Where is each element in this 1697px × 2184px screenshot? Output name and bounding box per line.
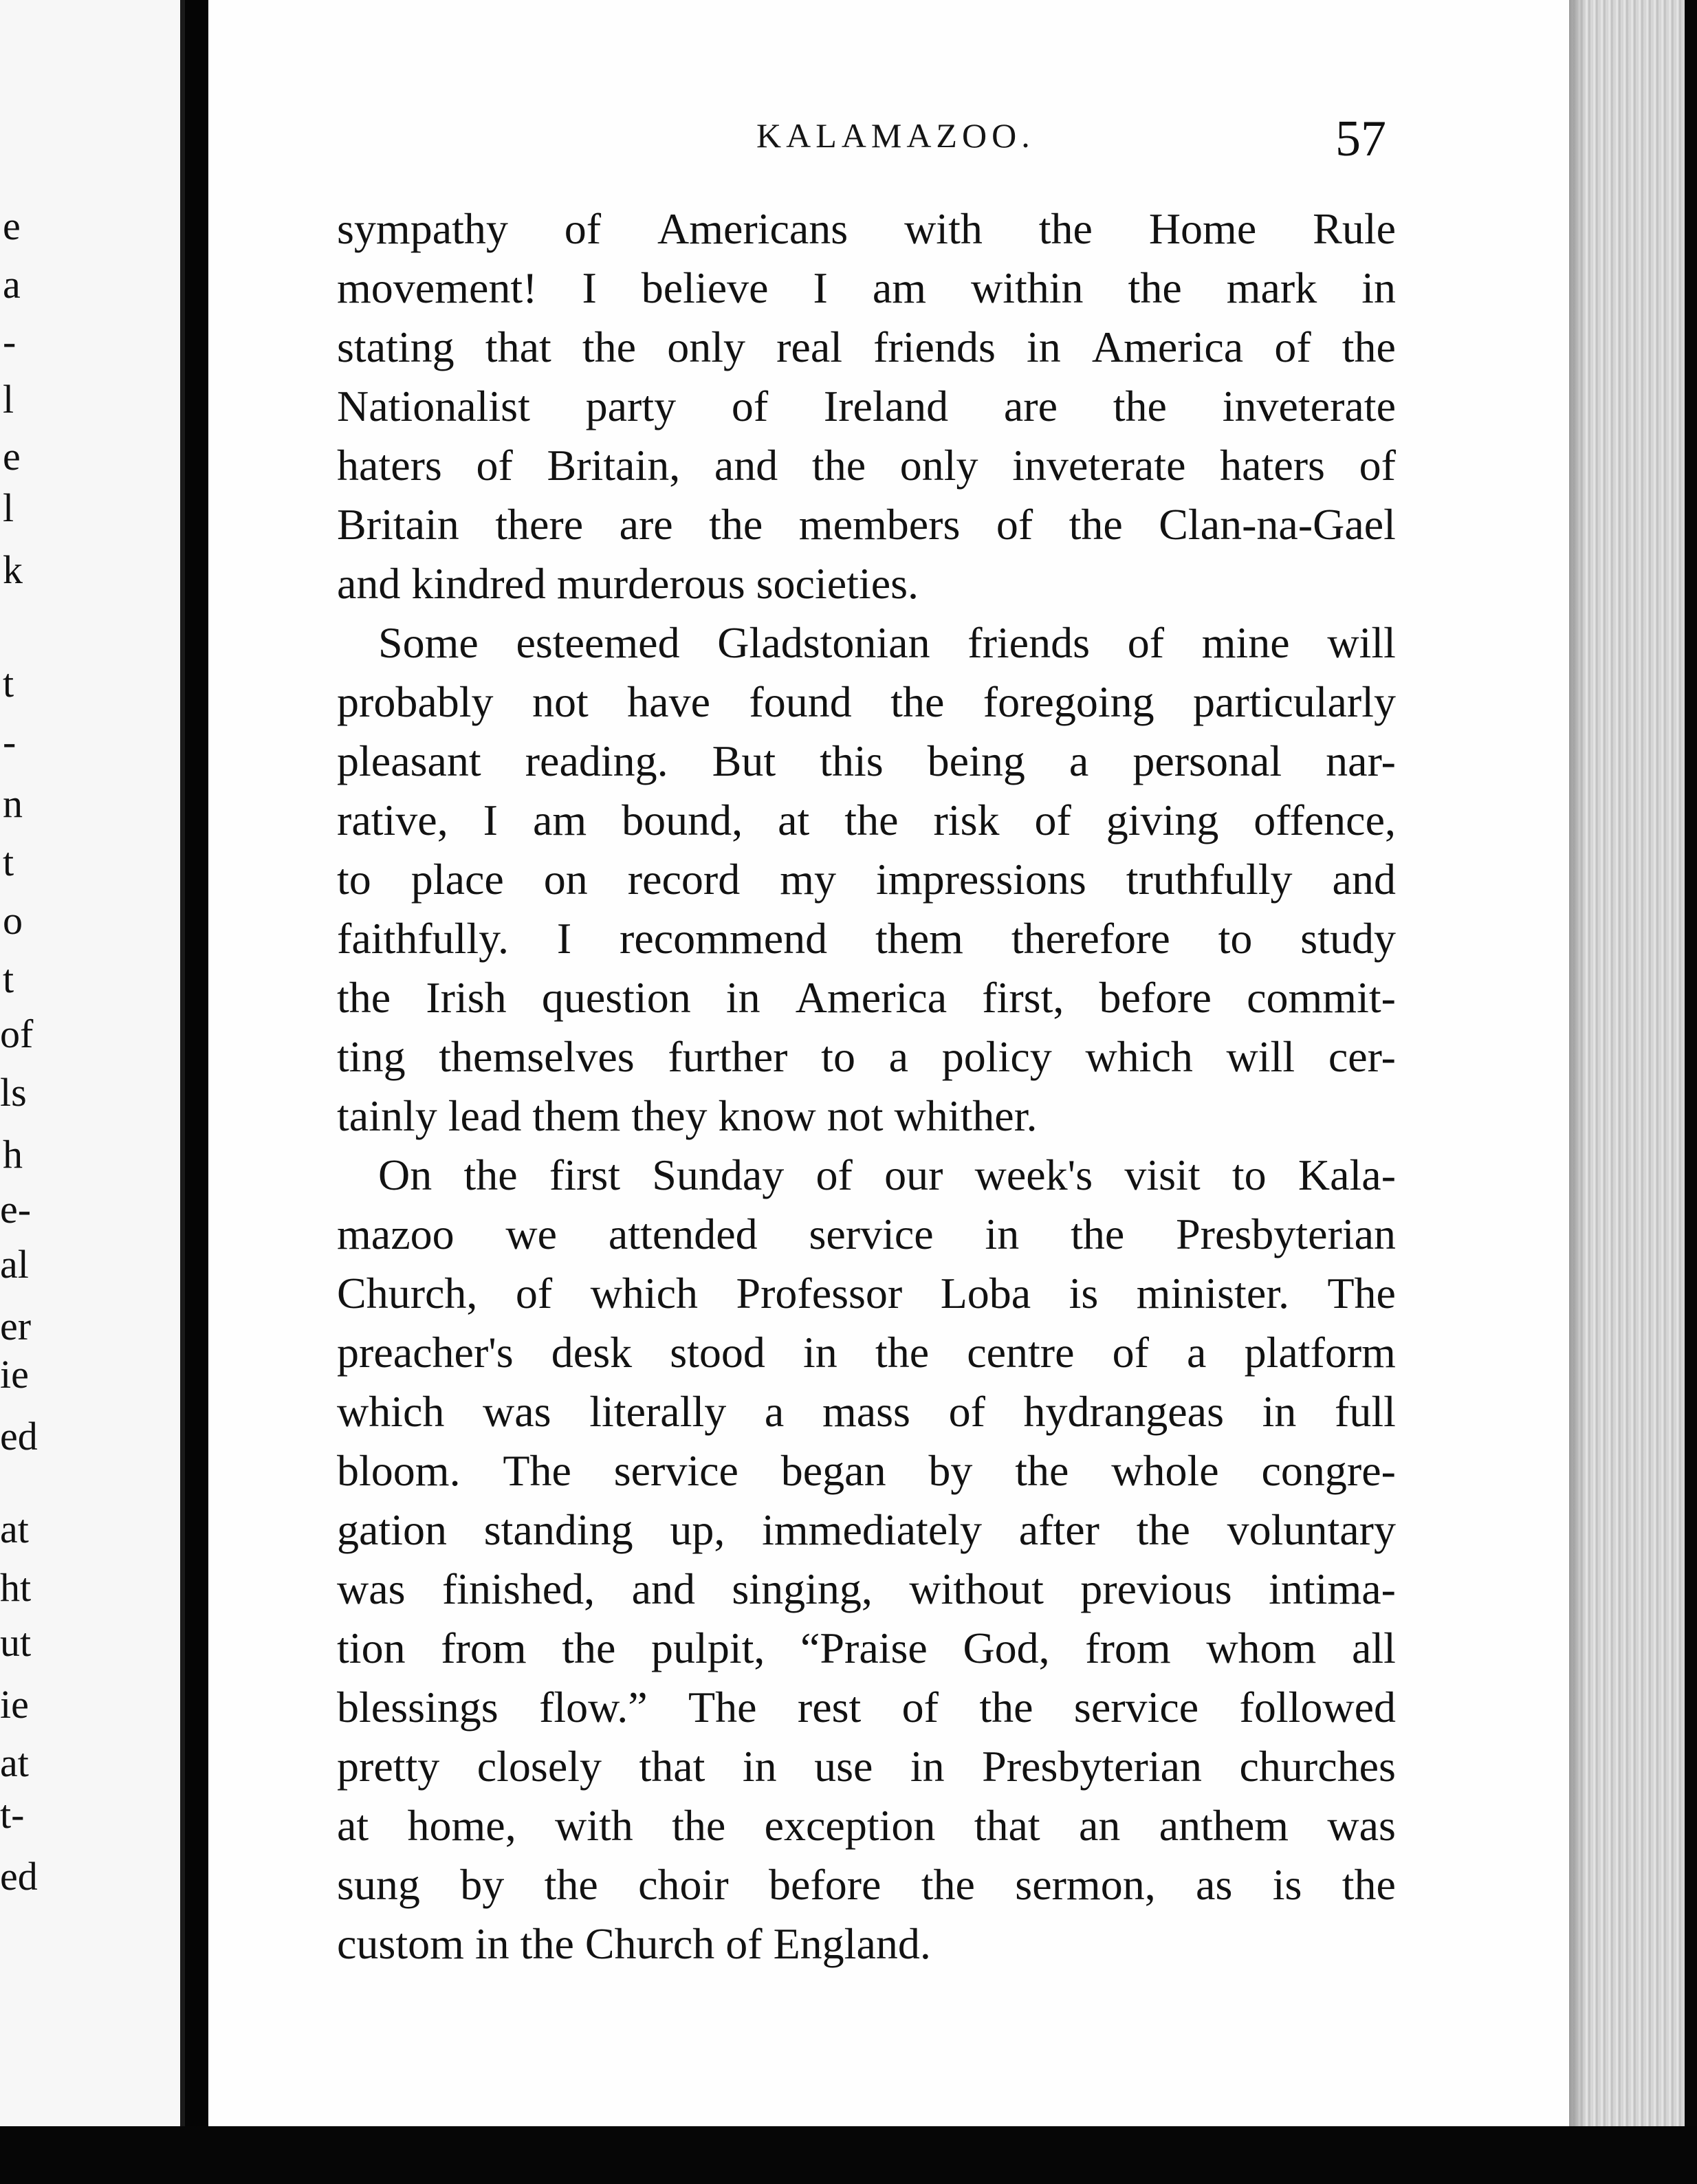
gutter-line	[180, 0, 185, 2132]
paragraph	[337, 1146, 1396, 1974]
previous-page-fragment: of	[0, 1012, 34, 1056]
previous-page-edge	[0, 0, 180, 2184]
text-line: faithfully. I recommend them therefore to study	[337, 914, 1396, 963]
text-line: tainly lead them they know not whither.	[337, 1091, 1038, 1140]
text-line: Nationalist party of Ireland are the inveterate	[337, 382, 1396, 430]
page-stack-shadow	[1569, 0, 1586, 2132]
text-line: custom in the Church of England.	[337, 1919, 931, 1968]
previous-page-fragment: h	[3, 1132, 23, 1177]
text-line: gation standing up, immediately after the voluntary	[337, 1505, 1396, 1554]
previous-page-fragment: l	[3, 377, 14, 422]
text-line: tion from the pulpit, “Praise God, from whom all	[337, 1624, 1396, 1672]
previous-page-fragment: ut	[0, 1620, 32, 1665]
previous-page-fragment: a	[3, 262, 21, 307]
paragraph	[337, 613, 1396, 1146]
text-line: sympathy of Americans with the Home Rule	[337, 204, 1396, 253]
text-line: Church, of which Professor Loba is minister. The	[337, 1269, 1396, 1318]
previous-page-fragment: ls	[0, 1070, 27, 1115]
text-line: stating that the only real friends in America of the	[337, 323, 1396, 371]
previous-page-fragment: l	[3, 485, 14, 530]
previous-page-fragment: ie	[0, 1352, 29, 1397]
text-line: haters of Britain, and the only inveterate haters of	[337, 441, 1396, 490]
previous-page-fragment: t	[3, 840, 14, 884]
text-line: which was literally a mass of hydrangeas in full	[337, 1387, 1396, 1436]
text-line: to place on record my impressions truthfully and	[337, 855, 1396, 904]
text-line: sung by the choir before the sermon, as is the	[337, 1860, 1396, 1909]
scan-border-bottom	[0, 2126, 1697, 2184]
text-line: Britain there are the members of the Clan-na-Gael	[337, 500, 1396, 549]
text-line: probably not have found the foregoing particularly	[337, 677, 1396, 726]
previous-page-fragment: e	[3, 434, 21, 479]
text-line: blessings flow.” The rest of the service followed	[337, 1683, 1396, 1732]
previous-page-fragment: k	[3, 547, 23, 592]
previous-page-fragment: ie	[0, 1682, 29, 1727]
previous-page-fragment: -	[3, 719, 17, 764]
text-line: mazoo we attended service in the Presbyterian	[337, 1210, 1396, 1258]
page-stack-edges	[1569, 0, 1685, 2132]
previous-page-fragment: al	[0, 1242, 29, 1287]
text-line: pretty closely that in use in Presbyterian churches	[337, 1742, 1396, 1791]
running-title: KALAMAZOO.	[756, 116, 1035, 155]
gutter-shadow	[185, 0, 208, 2184]
text-line: was finished, and singing, without previous intima-	[337, 1564, 1396, 1613]
previous-page-fragment: n	[3, 781, 23, 826]
previous-page-fragment: t	[3, 661, 14, 706]
previous-page-fragment: t-	[0, 1792, 25, 1837]
text-line: bloom. The service began by the whole congre-	[337, 1446, 1396, 1495]
text-line: ting themselves further to a policy which will cer-	[337, 1032, 1396, 1081]
previous-page-fragment: e-	[0, 1187, 32, 1232]
page-number: 57	[1335, 111, 1386, 167]
previous-page-fragment: ed	[0, 1414, 38, 1459]
previous-page-fragment: ed	[0, 1854, 38, 1899]
previous-page-fragment: at	[0, 1740, 29, 1785]
text-line: and kindred murderous societies.	[337, 559, 919, 608]
text-line: On the first Sunday of our week's visit to Kala-	[378, 1150, 1396, 1199]
text-line: at home, with the exception that an anthem was	[337, 1801, 1396, 1850]
previous-page-fragment: er	[0, 1304, 32, 1348]
text-line: movement! I believe I am within the mark in	[337, 263, 1396, 312]
text-line: the Irish question in America first, before commit-	[337, 973, 1396, 1022]
previous-page-fragment: ht	[0, 1565, 32, 1610]
previous-page-line-endings	[0, 0, 180, 2184]
previous-page-fragment: -	[3, 319, 17, 364]
previous-page-fragment: e	[3, 204, 21, 248]
scan-border-right	[1685, 0, 1697, 2184]
text-line: rative, I am bound, at the risk of giving offence,	[337, 796, 1396, 844]
paragraph	[337, 199, 1396, 613]
text-line: pleasant reading. But this being a personal nar-	[337, 736, 1396, 785]
text-line: preacher's desk stood in the centre of a platform	[337, 1328, 1396, 1377]
previous-page-fragment: o	[3, 898, 23, 943]
text-line: Some esteemed Gladstonian friends of mine will	[378, 618, 1396, 667]
previous-page-fragment: at	[0, 1507, 29, 1551]
previous-page-fragment: t	[3, 957, 14, 1001]
body-text	[337, 199, 1396, 1974]
